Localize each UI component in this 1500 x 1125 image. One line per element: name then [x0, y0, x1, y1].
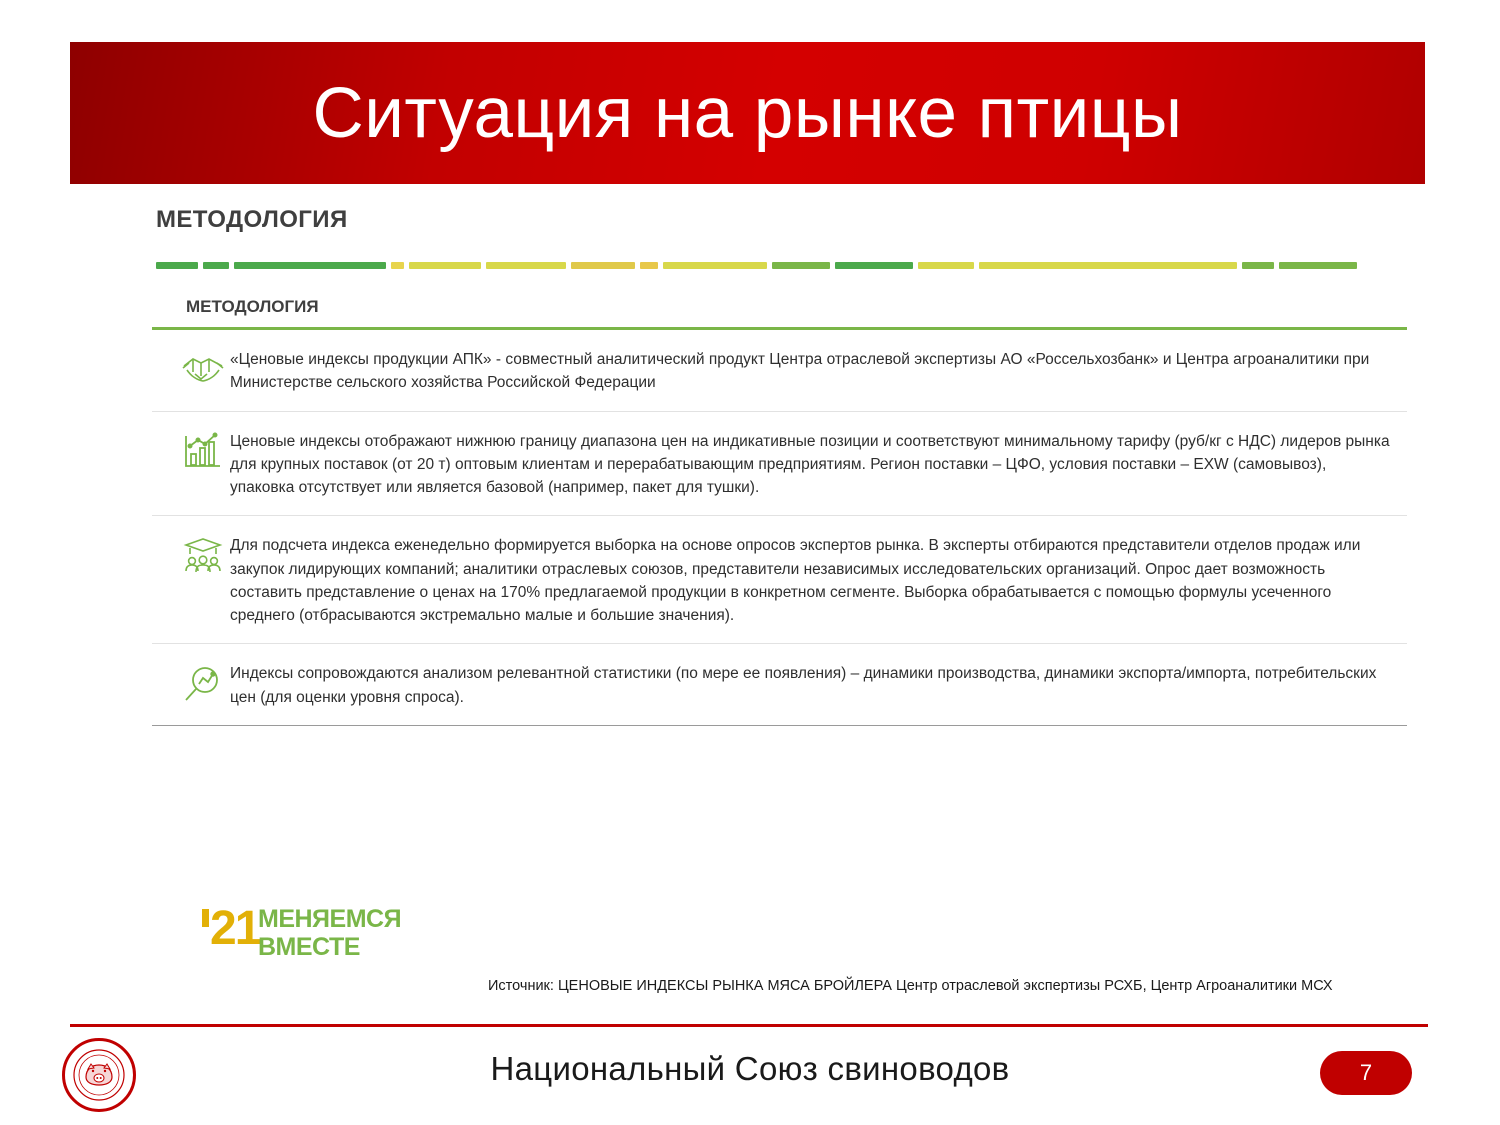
source-note: Источник: ЦЕНОВЫЕ ИНДЕКСЫ РЫНКА МЯСА БРОЙЛЕРА Центр отраслевой экспертизы РСХБ, Центр Агроаналитики МСХ	[488, 978, 1333, 994]
methodology-row-text: Ценовые индексы отображают нижнюю границу диапазона цен на индикативные позиции и соответствуют минимальному тарифу (руб/кг с НДС) лидеров рынка для крупных поставок (от 20 т) оптовым клиентам и перерабатывающим предприятиям. Регион поставки – ЦФО, условия поставки – EXW (самовывоз), упаковка отсутствует или является базовой (например, пакет для тушки).	[230, 432, 1390, 496]
color-rule-segment	[391, 262, 404, 269]
color-rule-segment	[640, 262, 658, 269]
color-rule-segment	[409, 262, 481, 269]
bar-chart-icon	[152, 430, 230, 472]
section-heading: МЕТОДОЛОГИЯ	[156, 206, 348, 233]
color-rule-segment	[663, 262, 767, 269]
methodology-row	[152, 412, 1407, 517]
color-rule-segment	[1279, 262, 1357, 269]
decorative-color-rule	[156, 262, 1403, 269]
logo-number: 21	[210, 902, 260, 955]
color-rule-segment	[979, 262, 1237, 269]
content-area	[152, 206, 1407, 726]
color-rule-segment	[918, 262, 974, 269]
logo-line-1: МЕНЯЕМСЯ	[258, 905, 402, 933]
methodology-row	[152, 516, 1407, 644]
color-rule-segment	[234, 262, 386, 269]
color-rule-segment	[156, 262, 198, 269]
color-rule-segment	[571, 262, 635, 269]
color-rule-segment	[203, 262, 229, 269]
color-rule-segment	[772, 262, 830, 269]
methodology-row	[152, 644, 1407, 726]
page-title: Ситуация на рынке птицы	[312, 73, 1183, 153]
color-rule-segment	[486, 262, 566, 269]
logo-accent-bar	[202, 909, 209, 927]
handshake-icon	[152, 348, 230, 390]
panel-title: МЕТОДОЛОГИЯ	[186, 297, 319, 316]
people-group-icon	[152, 534, 230, 576]
logo-line-2: ВМЕСТЕ	[258, 933, 360, 961]
slide-title-banner	[70, 42, 1425, 184]
methodology-row	[152, 330, 1407, 412]
magnifier-chart-icon	[152, 662, 230, 704]
page-number-badge: 7	[1320, 1051, 1412, 1095]
color-rule-segment	[1242, 262, 1274, 269]
footer-divider	[70, 1024, 1428, 1027]
methodology-row-text: Индексы сопровождаются анализом релевантной статистики (по мере ее появления) – динамики производства, динамики экспорта/импорта, потребительских цен (для оценки уровня спроса).	[230, 665, 1377, 706]
methodology-panel	[152, 297, 1407, 726]
methodology-row-text: Для подсчета индекса еженедельно формируется выборка на основе опросов экспертов рынка. В эксперты отбираются представители отделов продаж или закупок лидирующих компаний; аналитики отраслевых союзов, представители независимых исследовательских организаций. Опрос дает возможность составить представление о ценах на 170% предлагаемой продукции в конкретном сегменте. Выборка обрабатывается с помощью формулы усеченного среднего (отбрасываются экстремально малые и большие значения).	[230, 537, 1361, 624]
methodology-row-text: «Ценовые индексы продукции АПК» - совместный аналитический продукт Центра отраслевой экспертизы АО «Россельхозбанк» и Центра агроаналитики при Министерстве сельского хозяйства Российской Федерации	[230, 351, 1370, 392]
footer-title: Национальный Союз свиноводов	[490, 1050, 1010, 1087]
brand-logo	[196, 902, 402, 977]
color-rule-segment	[835, 262, 913, 269]
